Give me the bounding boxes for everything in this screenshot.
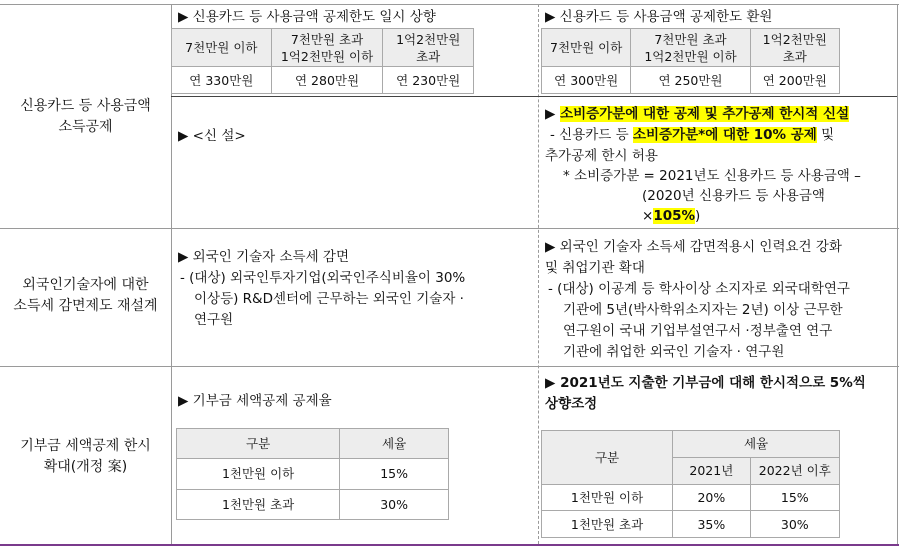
right-r3-row2-2021: 35%	[673, 511, 750, 538]
left-r1-value-1: 연 330만원	[172, 67, 272, 94]
right-r2-heading2: 및 취업기관 확대	[545, 260, 645, 276]
right-r1-header-3: 1억2천만원 초과	[750, 29, 839, 67]
right-r1-line1	[550, 125, 834, 146]
row-divider-2	[0, 366, 899, 367]
row3-label-line1: 기부금 세액공제 한시	[20, 438, 151, 454]
right-r1-note3-pre: ×	[642, 208, 654, 224]
left-r1-value-2: 연 280만원	[271, 67, 383, 94]
right-r3-heading: ▶ 2021년도 지출한 기부금에 대해 한시적으로 5%씩	[545, 375, 866, 391]
right-r1-heading: ▶ 신용카드 등 사용금액 공제한도 환원	[545, 9, 773, 25]
right-r1-new-heading	[545, 104, 849, 125]
row-divider-1	[0, 228, 899, 229]
right-r1-note3-post: )	[695, 208, 701, 224]
row1-label-line1: 신용카드 등 사용금액	[20, 98, 151, 114]
right-r1-line1-pre: - 신용카드 등	[550, 127, 633, 143]
left-r1-header-1: 7천만원 이하	[172, 29, 272, 67]
left-r1-new-heading: ▶ <신 설>	[178, 128, 246, 144]
right-r3-header-category: 구분	[542, 431, 673, 485]
left-r3-row2-category: 1천만원 초과	[177, 489, 340, 519]
right-r2-heading: ▶ 외국인 기술자 소득세 감면적용시 인력요건 강화	[545, 239, 842, 255]
right-r1-line1-post: 및	[816, 127, 835, 143]
right-r2-line3: 연구원이 국내 기업부설연구서 ·정부출연 연구	[563, 323, 833, 339]
row2-label	[0, 275, 171, 317]
row1-label-line2: 소득공제	[58, 119, 113, 135]
left-r2-line2: 이상등) R&D센터에 근무하는 외국인 기술자 ·	[194, 291, 464, 307]
left-r2-line3: 연구원	[194, 312, 234, 328]
left-r2-line1: - (대상) 외국인투자기업(외국인주식비율이 30%	[180, 270, 466, 286]
right-r1-header-2: 7천만원 초과 1억2천만원 이하	[631, 29, 750, 67]
left-r1-heading: ▶ 신용카드 등 사용금액 공제한도 일시 상향	[178, 9, 436, 25]
left-r1-value-3: 연 230만원	[383, 67, 474, 94]
right-r3-row1-2022: 15%	[750, 484, 839, 511]
right-r2-line2: 기관에 5년(박사학위소지자는 2년) 이상 근무한	[563, 302, 843, 318]
middle-column-divider	[538, 4, 539, 544]
left-r3-heading: ▶ 기부금 세액공제 공제율	[178, 393, 332, 409]
right-r1-note2: (2020년 신용카드 등 사용금액	[642, 188, 825, 204]
left-r3-rate-table	[176, 428, 449, 520]
left-r3-row1-rate: 15%	[340, 459, 449, 489]
right-r3-subheader-2022: 2022년 이후	[750, 457, 839, 484]
left-r3-row1-category: 1천만원 이하	[177, 459, 340, 489]
right-r1-value-1: 연 300만원	[542, 67, 631, 94]
left-r2-heading: ▶ 외국인 기술자 소득세 감면	[178, 249, 349, 265]
row2-label-line2: 소득세 감면제도 재설계	[13, 298, 158, 314]
right-r1-line1-highlight: 소비증가분*에 대한 10% 공제	[632, 127, 817, 143]
row3-label	[0, 436, 171, 478]
right-r1-note3	[642, 206, 700, 227]
left-r1-limit-table	[171, 28, 474, 94]
right-r1-line2: 추가공제 한시 허용	[545, 148, 658, 164]
right-r1-value-2: 연 250만원	[631, 67, 750, 94]
right-r2-line4: 기관에 취업한 외국인 기술자 · 연구원	[563, 344, 785, 360]
right-border	[897, 4, 898, 544]
row1-label	[0, 96, 171, 138]
right-r3-row1-2021: 20%	[673, 484, 750, 511]
left-r1-header-2: 7천만원 초과 1억2천만원 이하	[271, 29, 383, 67]
right-r1-note1: * 소비증가분 = 2021년도 신용카드 등 사용금액 –	[563, 168, 861, 184]
right-r3-rate-table	[541, 430, 840, 538]
right-r3-heading2: 상향조정	[545, 396, 598, 412]
left-subdivider	[171, 96, 538, 97]
left-r3-header-rate: 세율	[340, 429, 449, 459]
row2-label-line1: 외국인기술자에 대한	[22, 277, 149, 293]
right-r3-row1-category: 1천만원 이하	[542, 484, 673, 511]
right-r3-header-rate: 세율	[673, 431, 840, 458]
top-border	[0, 4, 899, 5]
bottom-border	[0, 544, 899, 546]
right-subdivider	[538, 96, 897, 97]
right-r1-value-3: 연 200만원	[750, 67, 839, 94]
left-r1-header-3: 1억2천만원 초과	[383, 29, 474, 67]
row3-label-line2: 확대(개정 案)	[43, 459, 128, 475]
right-r1-header-1: 7천만원 이하	[542, 29, 631, 67]
left-r3-row2-rate: 30%	[340, 489, 449, 519]
right-r1-new-heading-text: 소비증가분에 대한 공제 및 추가공제 한시적 신설	[560, 106, 850, 122]
right-r2-line1: - (대상) 이공계 등 학사이상 소지자로 외국대학연구	[548, 281, 850, 297]
right-r1-note3-highlight: 105%	[653, 208, 696, 224]
left-r3-header-category: 구분	[177, 429, 340, 459]
right-r3-row2-category: 1천만원 초과	[542, 511, 673, 538]
right-r3-subheader-2021: 2021년	[673, 457, 750, 484]
right-r1-arrow: ▶	[545, 106, 561, 122]
right-r3-row2-2022: 30%	[750, 511, 839, 538]
right-r1-limit-table	[541, 28, 840, 94]
